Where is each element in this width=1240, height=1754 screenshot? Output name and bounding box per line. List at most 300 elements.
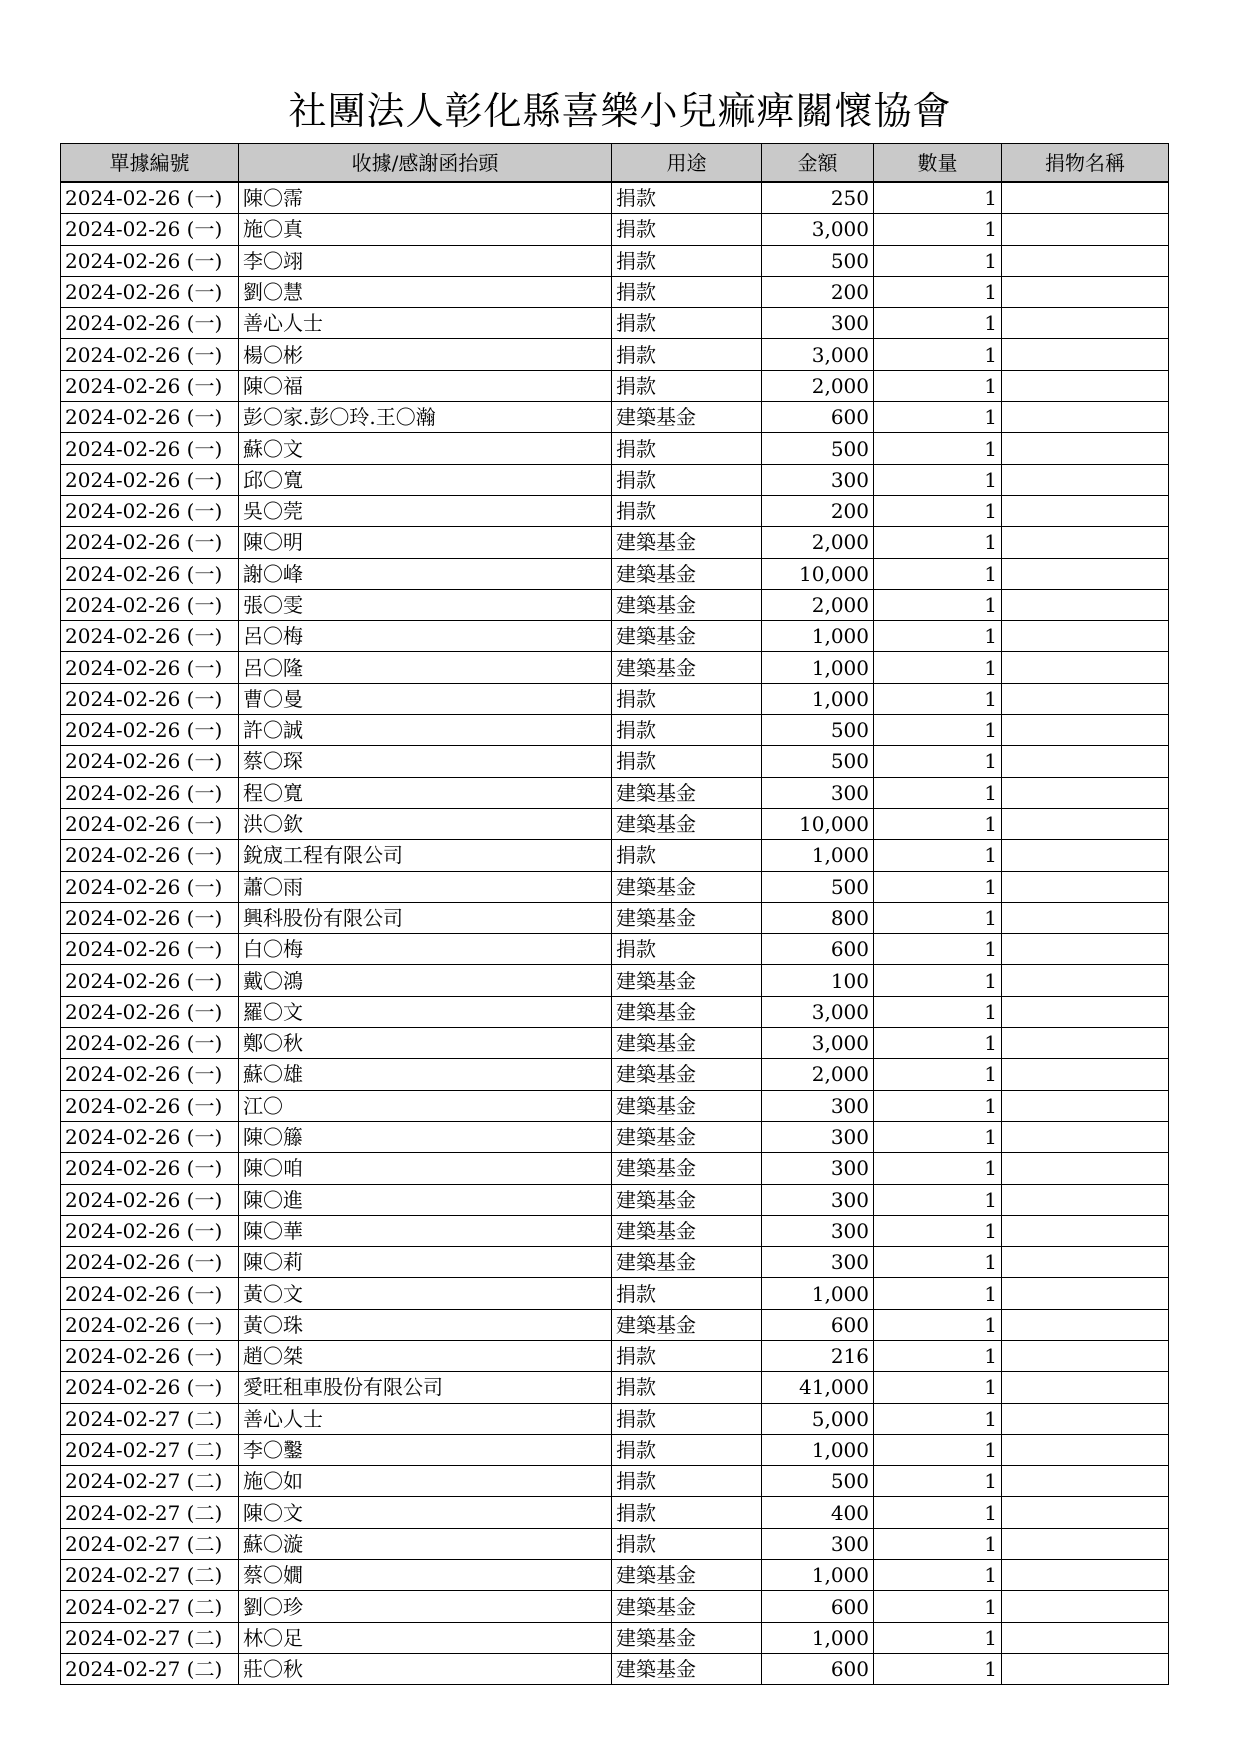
quantity-cell: 1 <box>874 1403 1002 1434</box>
purpose-cell: 建築基金 <box>612 621 762 652</box>
purpose-cell: 建築基金 <box>612 996 762 1027</box>
quantity-cell: 1 <box>874 1184 1002 1215</box>
amount-cell: 1,000 <box>762 1622 874 1653</box>
receipt-title-cell: 趙〇桀 <box>239 1340 612 1371</box>
quantity-cell: 1 <box>874 1466 1002 1497</box>
purpose-cell: 建築基金 <box>612 1309 762 1340</box>
amount-cell: 600 <box>762 1653 874 1684</box>
table-row <box>61 1153 1169 1184</box>
purpose-cell: 捐款 <box>612 339 762 370</box>
receipt-number-cell: 2024-02-26 (一) <box>61 495 239 526</box>
receipt-title-cell: 劉〇慧 <box>239 276 612 307</box>
receipt-title-cell: 許〇誠 <box>239 715 612 746</box>
quantity-cell: 1 <box>874 433 1002 464</box>
quantity-cell: 1 <box>874 1560 1002 1591</box>
receipt-title-cell: 興科股份有限公司 <box>239 902 612 933</box>
item-name-cell <box>1002 1121 1169 1152</box>
quantity-cell: 1 <box>874 840 1002 871</box>
amount-cell: 1,000 <box>762 1560 874 1591</box>
item-name-cell <box>1002 1090 1169 1121</box>
item-name-cell <box>1002 464 1169 495</box>
receipt-number-cell: 2024-02-26 (一) <box>61 464 239 495</box>
receipt-title-cell: 陳〇華 <box>239 1215 612 1246</box>
item-name-cell <box>1002 1622 1169 1653</box>
receipt-title-cell: 蔡〇嫺 <box>239 1560 612 1591</box>
item-name-cell <box>1002 1591 1169 1622</box>
purpose-cell: 建築基金 <box>612 777 762 808</box>
table-row <box>61 683 1169 714</box>
receipt-number-cell: 2024-02-26 (一) <box>61 777 239 808</box>
table-row <box>61 1247 1169 1278</box>
receipt-number-cell: 2024-02-27 (二) <box>61 1497 239 1528</box>
amount-cell: 600 <box>762 1309 874 1340</box>
item-name-cell <box>1002 1278 1169 1309</box>
quantity-cell: 1 <box>874 1090 1002 1121</box>
amount-cell: 10,000 <box>762 558 874 589</box>
amount-cell: 2,000 <box>762 370 874 401</box>
purpose-cell: 捐款 <box>612 1372 762 1403</box>
column-header-quantity: 數量 <box>874 144 1002 183</box>
purpose-cell: 建築基金 <box>612 871 762 902</box>
table-row <box>61 715 1169 746</box>
quantity-cell: 1 <box>874 965 1002 996</box>
receipt-title-cell: 羅〇文 <box>239 996 612 1027</box>
receipt-title-cell: 李〇鑿 <box>239 1434 612 1465</box>
receipt-title-cell: 邱〇寬 <box>239 464 612 495</box>
column-header-receipt-title: 收據/感謝函抬頭 <box>239 144 612 183</box>
receipt-number-cell: 2024-02-26 (一) <box>61 589 239 620</box>
table-row <box>61 1278 1169 1309</box>
amount-cell: 2,000 <box>762 1059 874 1090</box>
purpose-cell: 建築基金 <box>612 902 762 933</box>
quantity-cell: 1 <box>874 808 1002 839</box>
amount-cell: 500 <box>762 1466 874 1497</box>
item-name-cell <box>1002 746 1169 777</box>
amount-cell: 600 <box>762 934 874 965</box>
purpose-cell: 捐款 <box>612 182 762 214</box>
receipt-number-cell: 2024-02-26 (一) <box>61 1121 239 1152</box>
receipt-number-cell: 2024-02-26 (一) <box>61 276 239 307</box>
receipt-number-cell: 2024-02-26 (一) <box>61 214 239 245</box>
quantity-cell: 1 <box>874 1528 1002 1559</box>
table-row <box>61 1560 1169 1591</box>
purpose-cell: 捐款 <box>612 1340 762 1371</box>
purpose-cell: 捐款 <box>612 1528 762 1559</box>
table-row <box>61 902 1169 933</box>
amount-cell: 200 <box>762 495 874 526</box>
item-name-cell <box>1002 276 1169 307</box>
quantity-cell: 1 <box>874 652 1002 683</box>
table-row <box>61 589 1169 620</box>
table-body <box>61 182 1169 1685</box>
item-name-cell <box>1002 934 1169 965</box>
receipt-number-cell: 2024-02-26 (一) <box>61 1059 239 1090</box>
receipt-title-cell: 蕭〇雨 <box>239 871 612 902</box>
receipt-number-cell: 2024-02-26 (一) <box>61 339 239 370</box>
purpose-cell: 捐款 <box>612 1466 762 1497</box>
column-header-item-name: 捐物名稱 <box>1002 144 1169 183</box>
item-name-cell <box>1002 1184 1169 1215</box>
quantity-cell: 1 <box>874 1309 1002 1340</box>
receipt-number-cell: 2024-02-26 (一) <box>61 996 239 1027</box>
receipt-number-cell: 2024-02-26 (一) <box>61 934 239 965</box>
table-row <box>61 1466 1169 1497</box>
receipt-title-cell: 善心人士 <box>239 308 612 339</box>
amount-cell: 300 <box>762 308 874 339</box>
receipt-number-cell: 2024-02-26 (一) <box>61 1340 239 1371</box>
table-row <box>61 1653 1169 1684</box>
purpose-cell: 建築基金 <box>612 1184 762 1215</box>
receipt-title-cell: 白〇梅 <box>239 934 612 965</box>
receipt-number-cell: 2024-02-26 (一) <box>61 1309 239 1340</box>
item-name-cell <box>1002 871 1169 902</box>
receipt-title-cell: 陳〇進 <box>239 1184 612 1215</box>
purpose-cell: 建築基金 <box>612 527 762 558</box>
item-name-cell <box>1002 1466 1169 1497</box>
table-row <box>61 527 1169 558</box>
receipt-number-cell: 2024-02-27 (二) <box>61 1466 239 1497</box>
quantity-cell: 1 <box>874 1434 1002 1465</box>
receipt-title-cell: 林〇足 <box>239 1622 612 1653</box>
receipt-title-cell: 呂〇隆 <box>239 652 612 683</box>
receipt-title-cell: 呂〇梅 <box>239 621 612 652</box>
receipt-number-cell: 2024-02-26 (一) <box>61 808 239 839</box>
quantity-cell: 1 <box>874 527 1002 558</box>
receipt-number-cell: 2024-02-26 (一) <box>61 402 239 433</box>
purpose-cell: 建築基金 <box>612 1247 762 1278</box>
receipt-title-cell: 善心人士 <box>239 1403 612 1434</box>
amount-cell: 300 <box>762 464 874 495</box>
amount-cell: 300 <box>762 1215 874 1246</box>
item-name-cell <box>1002 245 1169 276</box>
table-row <box>61 777 1169 808</box>
receipt-number-cell: 2024-02-26 (一) <box>61 1184 239 1215</box>
table-row <box>61 1059 1169 1090</box>
purpose-cell: 建築基金 <box>612 402 762 433</box>
amount-cell: 500 <box>762 245 874 276</box>
item-name-cell <box>1002 589 1169 620</box>
receipt-number-cell: 2024-02-26 (一) <box>61 1215 239 1246</box>
table-row <box>61 1184 1169 1215</box>
purpose-cell: 建築基金 <box>612 965 762 996</box>
item-name-cell <box>1002 1497 1169 1528</box>
receipt-title-cell: 洪〇欽 <box>239 808 612 839</box>
receipt-number-cell: 2024-02-26 (一) <box>61 621 239 652</box>
amount-cell: 100 <box>762 965 874 996</box>
table-row <box>61 245 1169 276</box>
item-name-cell <box>1002 1372 1169 1403</box>
receipt-title-cell: 蔡〇琛 <box>239 746 612 777</box>
item-name-cell <box>1002 777 1169 808</box>
table-row <box>61 840 1169 871</box>
purpose-cell: 建築基金 <box>612 1090 762 1121</box>
receipt-title-cell: 蘇〇漩 <box>239 1528 612 1559</box>
table-row <box>61 1215 1169 1246</box>
purpose-cell: 捐款 <box>612 308 762 339</box>
table-row <box>61 1121 1169 1152</box>
receipt-title-cell: 江〇 <box>239 1090 612 1121</box>
item-name-cell <box>1002 1028 1169 1059</box>
amount-cell: 1,000 <box>762 683 874 714</box>
item-name-cell <box>1002 558 1169 589</box>
receipt-title-cell: 戴〇鴻 <box>239 965 612 996</box>
quantity-cell: 1 <box>874 715 1002 746</box>
quantity-cell: 1 <box>874 871 1002 902</box>
purpose-cell: 捐款 <box>612 245 762 276</box>
item-name-cell <box>1002 1434 1169 1465</box>
item-name-cell <box>1002 996 1169 1027</box>
receipt-title-cell: 張〇雯 <box>239 589 612 620</box>
quantity-cell: 1 <box>874 1153 1002 1184</box>
purpose-cell: 捐款 <box>612 495 762 526</box>
quantity-cell: 1 <box>874 683 1002 714</box>
table-row <box>61 214 1169 245</box>
quantity-cell: 1 <box>874 777 1002 808</box>
receipt-title-cell: 施〇真 <box>239 214 612 245</box>
receipt-number-cell: 2024-02-27 (二) <box>61 1591 239 1622</box>
quantity-cell: 1 <box>874 589 1002 620</box>
purpose-cell: 捐款 <box>612 464 762 495</box>
table-row <box>61 276 1169 307</box>
amount-cell: 1,000 <box>762 652 874 683</box>
receipt-number-cell: 2024-02-26 (一) <box>61 965 239 996</box>
table-row <box>61 871 1169 902</box>
amount-cell: 10,000 <box>762 808 874 839</box>
receipt-title-cell: 黃〇珠 <box>239 1309 612 1340</box>
amount-cell: 500 <box>762 433 874 464</box>
quantity-cell: 1 <box>874 182 1002 214</box>
quantity-cell: 1 <box>874 245 1002 276</box>
amount-cell: 500 <box>762 746 874 777</box>
amount-cell: 500 <box>762 871 874 902</box>
table-row <box>61 182 1169 214</box>
purpose-cell: 捐款 <box>612 1278 762 1309</box>
amount-cell: 300 <box>762 1528 874 1559</box>
receipt-number-cell: 2024-02-26 (一) <box>61 902 239 933</box>
quantity-cell: 1 <box>874 214 1002 245</box>
table-row <box>61 746 1169 777</box>
item-name-cell <box>1002 1528 1169 1559</box>
item-name-cell <box>1002 1309 1169 1340</box>
receipt-number-cell: 2024-02-27 (二) <box>61 1434 239 1465</box>
quantity-cell: 1 <box>874 308 1002 339</box>
quantity-cell: 1 <box>874 1340 1002 1371</box>
table-row <box>61 1090 1169 1121</box>
receipt-number-cell: 2024-02-26 (一) <box>61 871 239 902</box>
item-name-cell <box>1002 621 1169 652</box>
purpose-cell: 捐款 <box>612 840 762 871</box>
receipt-title-cell: 銳宬工程有限公司 <box>239 840 612 871</box>
purpose-cell: 捐款 <box>612 715 762 746</box>
receipt-number-cell: 2024-02-26 (一) <box>61 1090 239 1121</box>
table-row <box>61 433 1169 464</box>
receipt-title-cell: 鄭〇秋 <box>239 1028 612 1059</box>
receipt-number-cell: 2024-02-26 (一) <box>61 1247 239 1278</box>
column-header-amount: 金額 <box>762 144 874 183</box>
receipt-title-cell: 莊〇秋 <box>239 1653 612 1684</box>
item-name-cell <box>1002 902 1169 933</box>
receipt-number-cell: 2024-02-27 (二) <box>61 1622 239 1653</box>
item-name-cell <box>1002 683 1169 714</box>
receipt-title-cell: 蘇〇雄 <box>239 1059 612 1090</box>
receipt-number-cell: 2024-02-26 (一) <box>61 527 239 558</box>
quantity-cell: 1 <box>874 1247 1002 1278</box>
item-name-cell <box>1002 1059 1169 1090</box>
item-name-cell <box>1002 1153 1169 1184</box>
table-row <box>61 1528 1169 1559</box>
receipt-number-cell: 2024-02-27 (二) <box>61 1560 239 1591</box>
quantity-cell: 1 <box>874 370 1002 401</box>
donation-table <box>60 143 1169 1685</box>
receipt-number-cell: 2024-02-27 (二) <box>61 1528 239 1559</box>
item-name-cell <box>1002 527 1169 558</box>
table-row <box>61 621 1169 652</box>
amount-cell: 1,000 <box>762 621 874 652</box>
quantity-cell: 1 <box>874 276 1002 307</box>
receipt-number-cell: 2024-02-26 (一) <box>61 1153 239 1184</box>
purpose-cell: 建築基金 <box>612 1622 762 1653</box>
table-row <box>61 495 1169 526</box>
receipt-title-cell: 陳〇福 <box>239 370 612 401</box>
table-row <box>61 464 1169 495</box>
table-row <box>61 1591 1169 1622</box>
purpose-cell: 建築基金 <box>612 558 762 589</box>
receipt-number-cell: 2024-02-26 (一) <box>61 308 239 339</box>
table-row <box>61 1497 1169 1528</box>
item-name-cell <box>1002 495 1169 526</box>
table-row <box>61 339 1169 370</box>
item-name-cell <box>1002 339 1169 370</box>
receipt-number-cell: 2024-02-26 (一) <box>61 370 239 401</box>
receipt-number-cell: 2024-02-27 (二) <box>61 1403 239 1434</box>
quantity-cell: 1 <box>874 402 1002 433</box>
quantity-cell: 1 <box>874 464 1002 495</box>
amount-cell: 2,000 <box>762 589 874 620</box>
item-name-cell <box>1002 715 1169 746</box>
amount-cell: 600 <box>762 1591 874 1622</box>
amount-cell: 200 <box>762 276 874 307</box>
quantity-cell: 1 <box>874 339 1002 370</box>
purpose-cell: 捐款 <box>612 1403 762 1434</box>
amount-cell: 1,000 <box>762 1278 874 1309</box>
purpose-cell: 捐款 <box>612 433 762 464</box>
quantity-cell: 1 <box>874 1215 1002 1246</box>
amount-cell: 3,000 <box>762 339 874 370</box>
purpose-cell: 捐款 <box>612 1434 762 1465</box>
item-name-cell <box>1002 840 1169 871</box>
quantity-cell: 1 <box>874 621 1002 652</box>
receipt-number-cell: 2024-02-26 (一) <box>61 840 239 871</box>
table-row <box>61 996 1169 1027</box>
purpose-cell: 捐款 <box>612 934 762 965</box>
table-row <box>61 370 1169 401</box>
amount-cell: 300 <box>762 1153 874 1184</box>
receipt-number-cell: 2024-02-26 (一) <box>61 1028 239 1059</box>
amount-cell: 3,000 <box>762 996 874 1027</box>
item-name-cell <box>1002 1215 1169 1246</box>
quantity-cell: 1 <box>874 1121 1002 1152</box>
amount-cell: 300 <box>762 1184 874 1215</box>
quantity-cell: 1 <box>874 1591 1002 1622</box>
amount-cell: 600 <box>762 402 874 433</box>
receipt-number-cell: 2024-02-26 (一) <box>61 652 239 683</box>
column-header-purpose: 用途 <box>612 144 762 183</box>
page-title: 社團法人彰化縣喜樂小兒痲痺關懷協會 <box>288 89 952 133</box>
item-name-cell <box>1002 182 1169 214</box>
purpose-cell: 捐款 <box>612 214 762 245</box>
quantity-cell: 1 <box>874 558 1002 589</box>
table-row <box>61 308 1169 339</box>
amount-cell: 216 <box>762 1340 874 1371</box>
receipt-title-cell: 黃〇文 <box>239 1278 612 1309</box>
amount-cell: 300 <box>762 1121 874 1152</box>
item-name-cell <box>1002 402 1169 433</box>
table-row <box>61 965 1169 996</box>
table-row <box>61 1028 1169 1059</box>
item-name-cell <box>1002 1403 1169 1434</box>
quantity-cell: 1 <box>874 1028 1002 1059</box>
item-name-cell <box>1002 308 1169 339</box>
item-name-cell <box>1002 652 1169 683</box>
amount-cell: 1,000 <box>762 840 874 871</box>
quantity-cell: 1 <box>874 746 1002 777</box>
receipt-number-cell: 2024-02-26 (一) <box>61 746 239 777</box>
quantity-cell: 1 <box>874 1372 1002 1403</box>
amount-cell: 5,000 <box>762 1403 874 1434</box>
receipt-number-cell: 2024-02-26 (一) <box>61 433 239 464</box>
receipt-number-cell: 2024-02-26 (一) <box>61 683 239 714</box>
receipt-number-cell: 2024-02-26 (一) <box>61 1278 239 1309</box>
receipt-title-cell: 謝〇峰 <box>239 558 612 589</box>
purpose-cell: 建築基金 <box>612 1560 762 1591</box>
item-name-cell <box>1002 1560 1169 1591</box>
purpose-cell: 建築基金 <box>612 1153 762 1184</box>
purpose-cell: 建築基金 <box>612 1059 762 1090</box>
purpose-cell: 建築基金 <box>612 652 762 683</box>
quantity-cell: 1 <box>874 495 1002 526</box>
receipt-title-cell: 劉〇珍 <box>239 1591 612 1622</box>
receipt-number-cell: 2024-02-26 (一) <box>61 1372 239 1403</box>
quantity-cell: 1 <box>874 1653 1002 1684</box>
receipt-number-cell: 2024-02-26 (一) <box>61 715 239 746</box>
table-row <box>61 808 1169 839</box>
quantity-cell: 1 <box>874 902 1002 933</box>
purpose-cell: 捐款 <box>612 683 762 714</box>
quantity-cell: 1 <box>874 934 1002 965</box>
amount-cell: 300 <box>762 777 874 808</box>
amount-cell: 800 <box>762 902 874 933</box>
item-name-cell <box>1002 965 1169 996</box>
amount-cell: 300 <box>762 1247 874 1278</box>
purpose-cell: 捐款 <box>612 370 762 401</box>
purpose-cell: 捐款 <box>612 1497 762 1528</box>
item-name-cell <box>1002 1653 1169 1684</box>
table-row <box>61 558 1169 589</box>
amount-cell: 41,000 <box>762 1372 874 1403</box>
purpose-cell: 建築基金 <box>612 1121 762 1152</box>
purpose-cell: 捐款 <box>612 746 762 777</box>
receipt-number-cell: 2024-02-27 (二) <box>61 1653 239 1684</box>
receipt-title-cell: 陳〇咱 <box>239 1153 612 1184</box>
receipt-title-cell: 施〇如 <box>239 1466 612 1497</box>
receipt-title-cell: 吳〇莞 <box>239 495 612 526</box>
amount-cell: 250 <box>762 182 874 214</box>
quantity-cell: 1 <box>874 1622 1002 1653</box>
table-row <box>61 1309 1169 1340</box>
receipt-number-cell: 2024-02-26 (一) <box>61 182 239 214</box>
table-row <box>61 934 1169 965</box>
receipt-title-cell: 陳〇莉 <box>239 1247 612 1278</box>
